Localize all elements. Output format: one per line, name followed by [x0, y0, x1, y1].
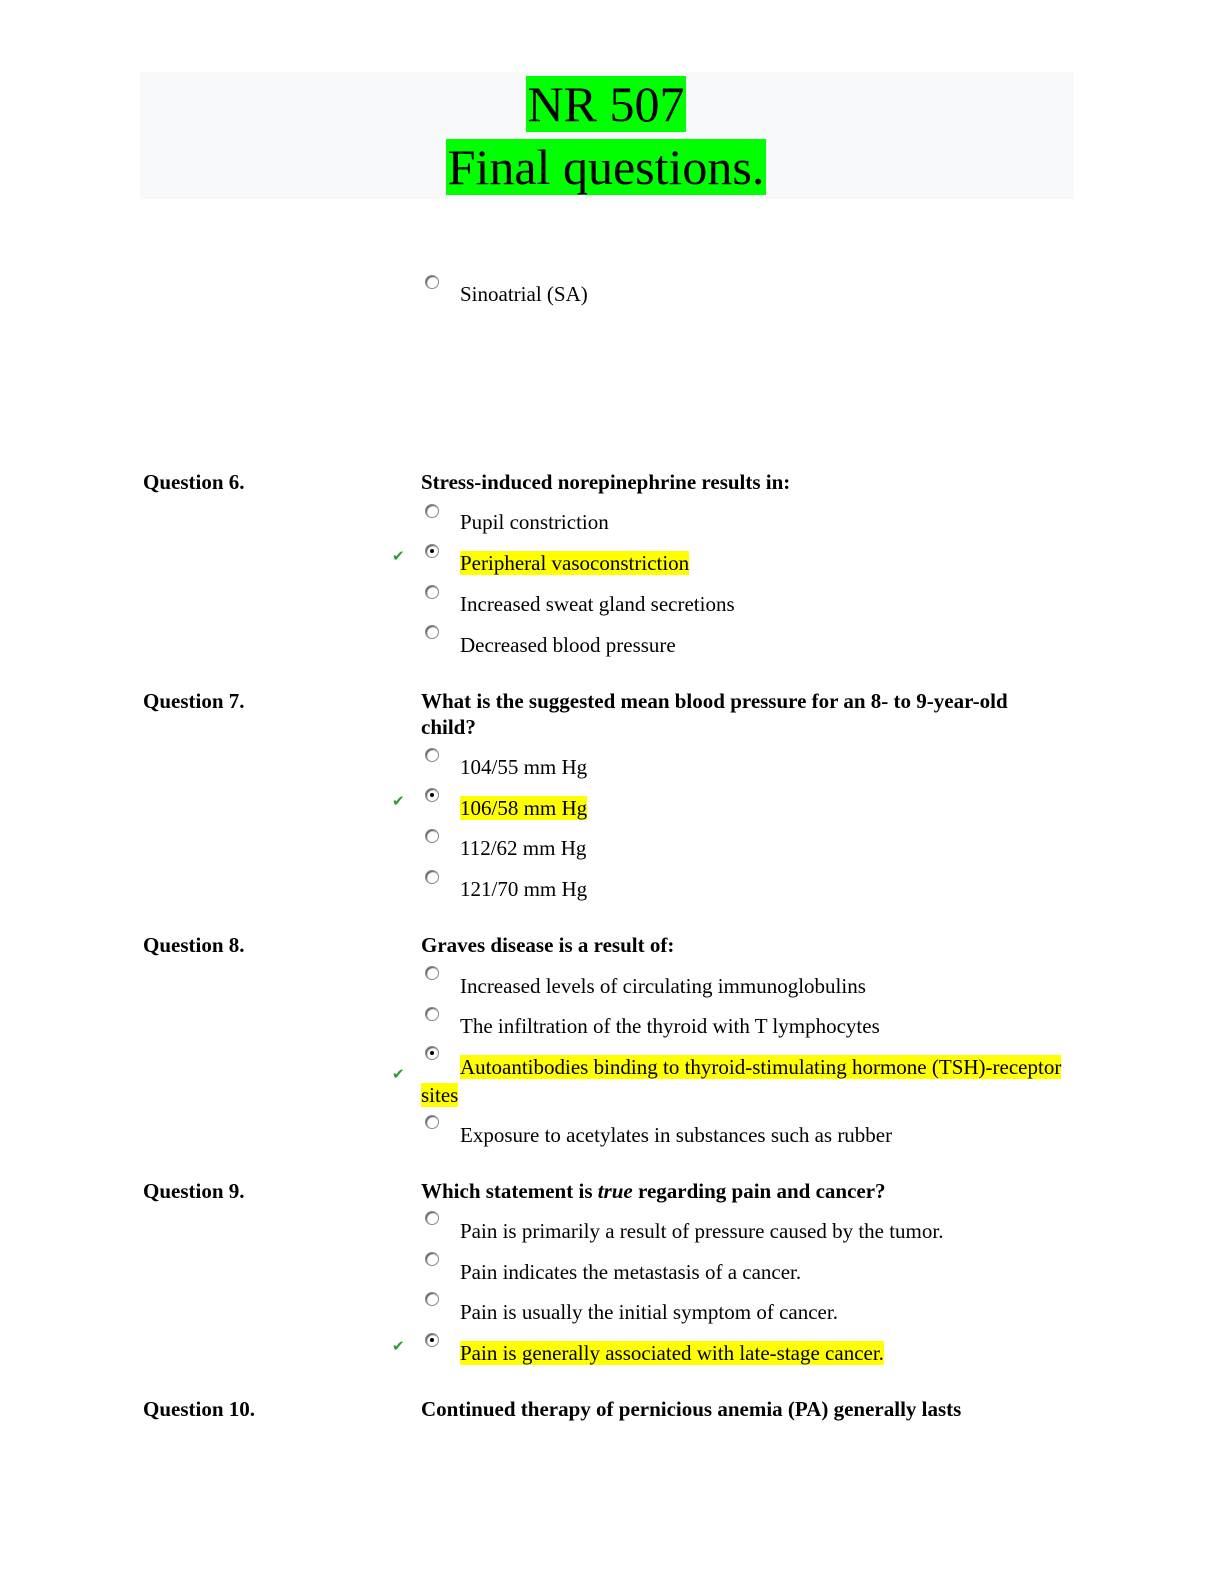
question-label: Question 10. — [143, 1397, 256, 1421]
question-text: Graves disease is a result of: — [421, 933, 675, 957]
answer-option: Pain is usually the initial symptom of cancer. — [460, 1300, 838, 1324]
checkmark-icon: ✔ — [392, 1065, 405, 1083]
answer-option-selected: Pain is generally associated with late-stage cancer. — [460, 1341, 884, 1365]
answer-option: 112/62 mm Hg — [460, 836, 587, 860]
answer-option: Pupil constriction — [460, 510, 609, 534]
answer-option-selected: Peripheral vasoconstriction — [460, 551, 690, 575]
answer-option: Exposure to acetylates in substances such as rubber — [460, 1123, 893, 1147]
question-text: Stress-induced norepinephrine results in: — [421, 470, 791, 494]
question-text: Which statement is true regarding pain and cancer? — [421, 1179, 886, 1203]
page-title-line-2: Final questions. — [447, 139, 765, 195]
answer-option: Decreased blood pressure — [460, 633, 676, 657]
answer-option: Increased sweat gland secretions — [460, 592, 735, 616]
checkmark-icon: ✔ — [392, 1337, 405, 1355]
answer-option-selected: 106/58 mm Hg — [460, 796, 588, 820]
question-label: Question 9. — [143, 1179, 245, 1203]
question-text: What is the suggested mean blood pressure for an 8- to 9-year-old child? — [421, 689, 1008, 739]
checkmark-icon: ✔ — [392, 792, 405, 810]
answer-option: 104/55 mm Hg — [460, 755, 588, 779]
answer-option-selected: Autoantibodies binding to thyroid-stimulating hormone (TSH)-receptor sites — [421, 1055, 1062, 1107]
answer-option: The infiltration of the thyroid with T lymphocytes — [460, 1014, 880, 1038]
answer-option: 121/70 mm Hg — [460, 877, 588, 901]
emphasis-text: true — [597, 1179, 633, 1203]
checkmark-icon: ✔ — [392, 547, 405, 565]
question-label: Question 7. — [143, 689, 245, 713]
question-label: Question 6. — [143, 470, 245, 494]
answer-option: Increased levels of circulating immunoglobulins — [460, 974, 866, 998]
question-label: Question 8. — [143, 933, 245, 957]
answer-option: Sinoatrial (SA) — [460, 282, 588, 306]
page-title-line-1: NR 507 — [527, 76, 685, 132]
question-text: Continued therapy of pernicious anemia (PA) generally lasts — [421, 1397, 962, 1421]
answer-option: Pain is primarily a result of pressure caused by the tumor. — [460, 1219, 944, 1243]
answer-option: Pain indicates the metastasis of a cancer. — [460, 1260, 802, 1284]
